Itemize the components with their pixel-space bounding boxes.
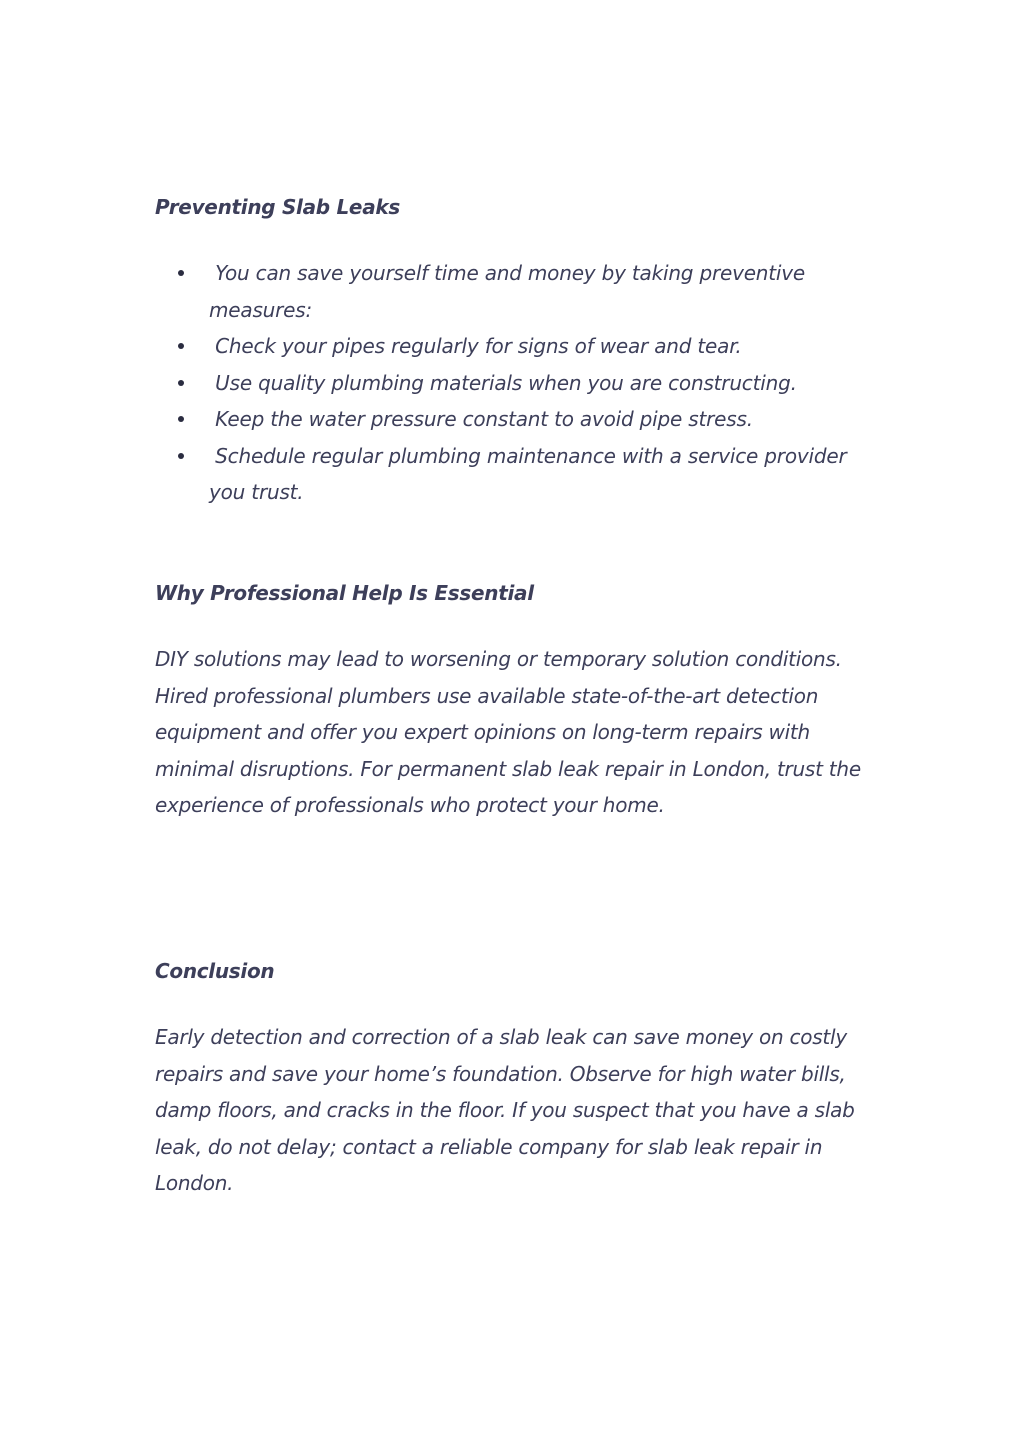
prevention-bullet-list xyxy=(155,255,855,511)
bullet-icon xyxy=(178,453,184,459)
list-item-text: Schedule regular plumbing maintenance with a service provider you trust. xyxy=(209,443,847,504)
list-item xyxy=(155,401,855,438)
bullet-icon xyxy=(178,380,184,386)
bullet-icon xyxy=(178,343,184,349)
list-item-text: Check your pipes regularly for signs of wear and tear. xyxy=(215,334,742,358)
list-item-text: You can save yourself time and money by taking preventive measures: xyxy=(209,261,806,322)
list-item xyxy=(155,328,855,365)
list-item-text: Keep the water pressure constant to avoid pipe stress. xyxy=(215,407,753,431)
section-heading-preventing-slab-leaks: Preventing Slab Leaks xyxy=(155,195,400,219)
list-item xyxy=(155,365,855,402)
bullet-icon xyxy=(178,270,184,276)
list-item-text: Use quality plumbing materials when you are constructing. xyxy=(215,370,797,395)
list-item xyxy=(155,438,855,511)
list-item xyxy=(155,255,855,328)
professional-help-paragraph: DIY solutions may lead to worsening or temporary solution conditions. Hired professional plumbers use available state-of-the-art detection equipment and offer you expert opinions on long-term repairs with minimal disruptions. For permanent slab leak repair in London, trust the experience of professionals who protect your home. xyxy=(155,647,861,817)
conclusion-paragraph: Early detection and correction of a slab leak can save money on costly repairs and save your home’s foundation. Observe for high water bills, damp floors, and cracks in the floor. If you suspect that you have a slab leak, do not delay; contact a reliable company for slab leak repair in London. xyxy=(155,1025,855,1195)
section-heading-conclusion: Conclusion xyxy=(155,959,275,983)
bullet-icon xyxy=(178,416,184,422)
section-heading-why-professional-help: Why Professional Help Is Essential xyxy=(155,581,534,605)
document-page xyxy=(155,0,875,1448)
